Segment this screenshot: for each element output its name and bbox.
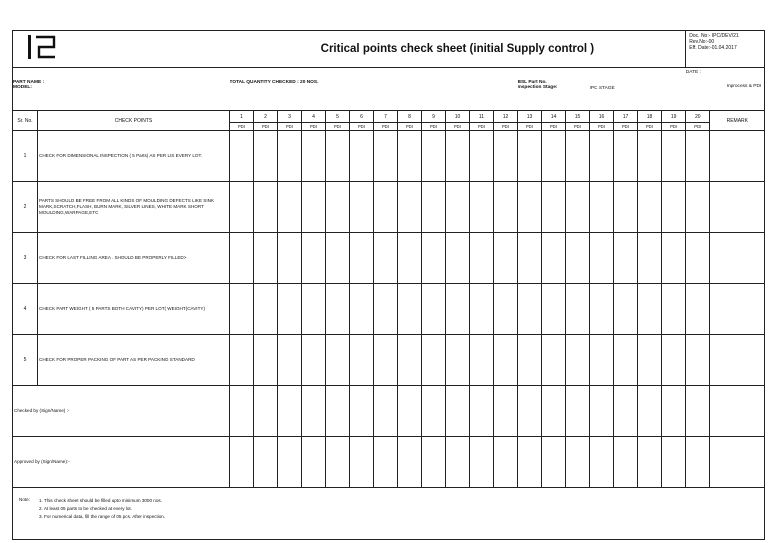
remark-cell[interactable]	[710, 335, 765, 386]
entry-cell[interactable]	[374, 284, 398, 335]
sign-cell[interactable]	[710, 386, 765, 437]
entry-cell[interactable]	[422, 182, 446, 233]
column-number: 16	[590, 111, 614, 123]
column-number: 10	[446, 111, 470, 123]
entry-cell[interactable]	[446, 131, 470, 182]
entry-cell[interactable]	[398, 284, 422, 335]
sign-cell[interactable]	[470, 386, 494, 437]
sign-cell[interactable]	[374, 386, 398, 437]
notes-row	[13, 488, 765, 540]
entry-cell[interactable]	[422, 284, 446, 335]
entry-cell[interactable]	[590, 182, 614, 233]
column-number: 5	[326, 111, 350, 123]
column-number: 1	[230, 111, 254, 123]
column-number: 12	[494, 111, 518, 123]
entry-cell[interactable]	[446, 284, 470, 335]
sign-row	[13, 386, 765, 437]
column-number: 9	[422, 111, 446, 123]
entry-cell[interactable]	[326, 131, 350, 182]
sign-row	[13, 437, 765, 488]
entry-cell[interactable]	[638, 182, 662, 233]
pdi-label: PDI	[638, 123, 662, 131]
check-points-header: CHECK POINTS	[38, 111, 230, 131]
entry-cell[interactable]	[686, 131, 710, 182]
column-number: 11	[470, 111, 494, 123]
entry-cell[interactable]	[662, 182, 686, 233]
sign-cell[interactable]	[278, 386, 302, 437]
pdi-label: PDI	[302, 123, 326, 131]
column-number: 14	[542, 111, 566, 123]
notes-label: Note:	[19, 497, 30, 502]
pdi-label: PDI	[542, 123, 566, 131]
i2-logo-icon	[27, 34, 57, 60]
entry-cell[interactable]	[542, 182, 566, 233]
sr-number: 4	[13, 284, 38, 335]
pdi-label: PDI	[518, 123, 542, 131]
entry-cell[interactable]	[686, 335, 710, 386]
sign-cell[interactable]	[230, 437, 254, 488]
entry-cell[interactable]	[470, 131, 494, 182]
pdi-label: PDI	[326, 123, 350, 131]
date-block	[686, 68, 765, 111]
page-title: Critical points check sheet (initial Supply control )	[230, 31, 686, 68]
column-number: 7	[374, 111, 398, 123]
check-point-text: CHECK FOR PROPER PACKING OF PART AS PER PACKING STANDARD	[38, 335, 230, 386]
column-number: 19	[662, 111, 686, 123]
sign-cell[interactable]	[398, 386, 422, 437]
inprocess-label: Inprocess & PDI	[726, 84, 762, 89]
entry-cell[interactable]	[254, 182, 278, 233]
approved-by-label: Approved by (Sign/Name):-	[13, 437, 230, 488]
entry-cell[interactable]	[662, 131, 686, 182]
part-name-label: PART NAME :	[13, 80, 45, 85]
rev-number: Rev.No:-00	[689, 39, 715, 45]
header-row	[13, 31, 765, 68]
entry-cell[interactable]	[638, 335, 662, 386]
sign-cell[interactable]	[326, 437, 350, 488]
info-row	[13, 68, 765, 111]
sign-cell[interactable]	[662, 386, 686, 437]
sign-cell[interactable]	[398, 437, 422, 488]
remark-cell[interactable]	[710, 131, 765, 182]
entry-cell[interactable]	[302, 182, 326, 233]
check-sheet	[12, 30, 764, 540]
sr-number: 3	[13, 233, 38, 284]
check-point-text: CHECK PART WEIGHT ( 5 PARTS BOTH CAVITY) PER LOT( WEIGHT(CAVITY)	[38, 284, 230, 335]
entry-cell[interactable]	[302, 131, 326, 182]
sign-cell[interactable]	[542, 437, 566, 488]
sign-cell[interactable]	[638, 386, 662, 437]
sign-cell[interactable]	[350, 386, 374, 437]
sign-cell[interactable]	[254, 386, 278, 437]
pdi-label: PDI	[566, 123, 590, 131]
entry-cell[interactable]	[422, 233, 446, 284]
sign-cell[interactable]	[518, 386, 542, 437]
entry-cell[interactable]	[230, 182, 254, 233]
entry-cell[interactable]	[398, 131, 422, 182]
sign-cell[interactable]	[422, 437, 446, 488]
doc-info	[686, 31, 765, 68]
entry-cell[interactable]	[350, 284, 374, 335]
remark-cell[interactable]	[710, 284, 765, 335]
column-number-row	[13, 111, 765, 123]
remark-header: REMARK	[710, 111, 765, 131]
checked-by-label: Checked by (Sign/Name) :-	[13, 386, 230, 437]
column-number: 15	[566, 111, 590, 123]
entry-cell[interactable]	[326, 335, 350, 386]
entry-cell[interactable]	[470, 284, 494, 335]
inspection-stage-label: Inspection Stage:	[517, 85, 558, 90]
entry-cell[interactable]	[662, 284, 686, 335]
note-line: 3. For numerical data, fill the range of 05 pcs. After inspection.	[39, 514, 166, 519]
entry-cell[interactable]	[350, 233, 374, 284]
pdi-label: PDI	[422, 123, 446, 131]
check-point-text: PARTS SHOULD BE FREE FROM ALL KINDS OF MOULDING DEFECTS LIKE SINK MARK,SCRATCH,FLASH, BURN MARK, SILVER LINES, WHITE MARK SHORT MOULDING,WARPAGE,ETC	[38, 182, 230, 233]
entry-cell[interactable]	[590, 284, 614, 335]
entry-cell[interactable]	[278, 284, 302, 335]
entry-cell[interactable]	[494, 335, 518, 386]
entry-cell[interactable]	[374, 233, 398, 284]
sr-number: 5	[13, 335, 38, 386]
entry-cell[interactable]	[398, 335, 422, 386]
check-point-row	[13, 182, 765, 233]
total-qty: TOTAL QUANTITY CHECKED : 20 NOS.	[229, 80, 319, 85]
check-point-row	[13, 335, 765, 386]
sign-cell[interactable]	[446, 437, 470, 488]
entry-cell[interactable]	[398, 233, 422, 284]
sign-cell[interactable]	[686, 386, 710, 437]
entry-cell[interactable]	[470, 233, 494, 284]
notes-block	[13, 488, 765, 540]
part-info	[13, 68, 230, 111]
pdi-label: PDI	[662, 123, 686, 131]
entry-cell[interactable]	[374, 335, 398, 386]
entry-cell[interactable]	[566, 335, 590, 386]
entry-cell[interactable]	[494, 284, 518, 335]
entry-cell[interactable]	[350, 335, 374, 386]
entry-cell[interactable]	[518, 233, 542, 284]
sign-cell[interactable]	[302, 386, 326, 437]
entry-cell[interactable]	[422, 131, 446, 182]
sign-cell[interactable]	[470, 437, 494, 488]
column-number: 3	[278, 111, 302, 123]
entry-cell[interactable]	[614, 284, 638, 335]
entry-cell[interactable]	[470, 182, 494, 233]
remark-cell[interactable]	[710, 233, 765, 284]
sign-cell[interactable]	[374, 437, 398, 488]
entry-cell[interactable]	[686, 182, 710, 233]
sign-cell[interactable]	[230, 386, 254, 437]
entry-cell[interactable]	[278, 182, 302, 233]
entry-cell[interactable]	[326, 182, 350, 233]
sign-cell[interactable]	[278, 437, 302, 488]
sign-cell[interactable]	[614, 437, 638, 488]
check-point-row	[13, 131, 765, 182]
column-number: 18	[638, 111, 662, 123]
entry-cell[interactable]	[638, 131, 662, 182]
entry-cell[interactable]	[230, 335, 254, 386]
sign-cell[interactable]	[638, 437, 662, 488]
sign-cell[interactable]	[254, 437, 278, 488]
check-point-row	[13, 284, 765, 335]
entry-cell[interactable]	[446, 182, 470, 233]
entry-cell[interactable]	[614, 182, 638, 233]
column-number: 2	[254, 111, 278, 123]
pdi-label: PDI	[614, 123, 638, 131]
sign-cell[interactable]	[518, 437, 542, 488]
column-number: 13	[518, 111, 542, 123]
entry-cell[interactable]	[518, 182, 542, 233]
check-point-text: CHECK FOR LAST FILLING AREA . SHOULD BE PROPERLY FILLED>	[38, 233, 230, 284]
entry-cell[interactable]	[326, 284, 350, 335]
sign-cell[interactable]	[710, 437, 765, 488]
entry-cell[interactable]	[566, 131, 590, 182]
notes-lines	[39, 497, 165, 521]
sr-number: 1	[13, 131, 38, 182]
entry-cell[interactable]	[542, 233, 566, 284]
sign-cell[interactable]	[494, 386, 518, 437]
entry-cell[interactable]	[422, 335, 446, 386]
check-sheet-table	[12, 30, 765, 540]
entry-cell[interactable]	[326, 233, 350, 284]
entry-cell[interactable]	[254, 131, 278, 182]
entry-cell[interactable]	[374, 131, 398, 182]
sign-cell[interactable]	[566, 437, 590, 488]
doc-number: Doc. No:- IPC/DEV/21	[689, 33, 739, 39]
column-number: 8	[398, 111, 422, 123]
entry-cell[interactable]	[230, 284, 254, 335]
entry-cell[interactable]	[302, 233, 326, 284]
sign-cell[interactable]	[566, 386, 590, 437]
bsl-part-label: BSL Part No.	[517, 80, 547, 85]
entry-cell[interactable]	[230, 131, 254, 182]
entry-cell[interactable]	[542, 284, 566, 335]
check-point-text: CHECK FOR DIMENSIONAL INSPECTION ( 5 Parts) AS PER LIS EVERY LOT.	[38, 131, 230, 182]
column-number: 17	[614, 111, 638, 123]
pdi-label: PDI	[278, 123, 302, 131]
date-label: DATE :	[685, 70, 701, 75]
check-point-row	[13, 233, 765, 284]
model-label: MODEL:	[13, 85, 32, 90]
entry-cell[interactable]	[566, 284, 590, 335]
entry-cell[interactable]	[662, 335, 686, 386]
sign-cell[interactable]	[590, 437, 614, 488]
sign-cell[interactable]	[446, 386, 470, 437]
sign-cell[interactable]	[542, 386, 566, 437]
pdi-label: PDI	[350, 123, 374, 131]
sign-cell[interactable]	[350, 437, 374, 488]
entry-cell[interactable]	[614, 131, 638, 182]
entry-cell[interactable]	[566, 233, 590, 284]
sign-cell[interactable]	[662, 437, 686, 488]
pdi-label: PDI	[446, 123, 470, 131]
entry-cell[interactable]	[566, 182, 590, 233]
sign-cell[interactable]	[686, 437, 710, 488]
entry-cell[interactable]	[254, 233, 278, 284]
pdi-label: PDI	[494, 123, 518, 131]
sign-cell[interactable]	[494, 437, 518, 488]
entry-cell[interactable]	[662, 233, 686, 284]
pdi-label: PDI	[398, 123, 422, 131]
entry-cell[interactable]	[614, 233, 638, 284]
sign-cell[interactable]	[614, 386, 638, 437]
entry-cell[interactable]	[494, 233, 518, 284]
entry-cell[interactable]	[494, 182, 518, 233]
logo-cell	[13, 31, 230, 68]
sign-cell[interactable]	[590, 386, 614, 437]
entry-cell[interactable]	[638, 284, 662, 335]
entry-cell[interactable]	[590, 233, 614, 284]
entry-cell[interactable]	[614, 335, 638, 386]
entry-cell[interactable]	[230, 233, 254, 284]
sr-number: 2	[13, 182, 38, 233]
sign-cell[interactable]	[422, 386, 446, 437]
sr-header: Sr. No.	[13, 111, 38, 131]
sign-cell[interactable]	[326, 386, 350, 437]
note-line: 1. This check sheet should be filled upto minimum 3000 nos.	[39, 498, 162, 503]
sign-cell[interactable]	[302, 437, 326, 488]
remark-cell[interactable]	[710, 182, 765, 233]
entry-cell[interactable]	[278, 233, 302, 284]
entry-cell[interactable]	[518, 335, 542, 386]
entry-cell[interactable]	[470, 335, 494, 386]
entry-cell[interactable]	[278, 131, 302, 182]
entry-cell[interactable]	[254, 335, 278, 386]
inspection-stage-value: IPC STAGE	[589, 86, 615, 91]
pdi-label: PDI	[470, 123, 494, 131]
entry-cell[interactable]	[350, 131, 374, 182]
entry-cell[interactable]	[686, 233, 710, 284]
bsl-part-block	[518, 68, 590, 111]
entry-cell[interactable]	[518, 284, 542, 335]
entry-cell[interactable]	[518, 131, 542, 182]
entry-cell[interactable]	[398, 182, 422, 233]
entry-cell[interactable]	[302, 284, 326, 335]
entry-cell[interactable]	[374, 182, 398, 233]
entry-cell[interactable]	[278, 335, 302, 386]
entry-cell[interactable]	[446, 335, 470, 386]
effective-date: Eff. Date:-01.04.2017	[689, 45, 737, 51]
entry-cell[interactable]	[446, 233, 470, 284]
entry-cell[interactable]	[494, 131, 518, 182]
entry-cell[interactable]	[542, 131, 566, 182]
entry-cell[interactable]	[350, 182, 374, 233]
pdi-label: PDI	[254, 123, 278, 131]
entry-cell[interactable]	[590, 131, 614, 182]
entry-cell[interactable]	[686, 284, 710, 335]
column-number: 6	[350, 111, 374, 123]
pdi-label: PDI	[686, 123, 710, 131]
entry-cell[interactable]	[542, 335, 566, 386]
entry-cell[interactable]	[638, 233, 662, 284]
entry-cell[interactable]	[590, 335, 614, 386]
pdi-label: PDI	[590, 123, 614, 131]
column-number: 20	[686, 111, 710, 123]
entry-cell[interactable]	[254, 284, 278, 335]
note-line: 2. At least 05 parts to be checked at every lot.	[39, 506, 132, 511]
pdi-label: PDI	[230, 123, 254, 131]
column-number: 4	[302, 111, 326, 123]
entry-cell[interactable]	[302, 335, 326, 386]
pdi-label: PDI	[374, 123, 398, 131]
